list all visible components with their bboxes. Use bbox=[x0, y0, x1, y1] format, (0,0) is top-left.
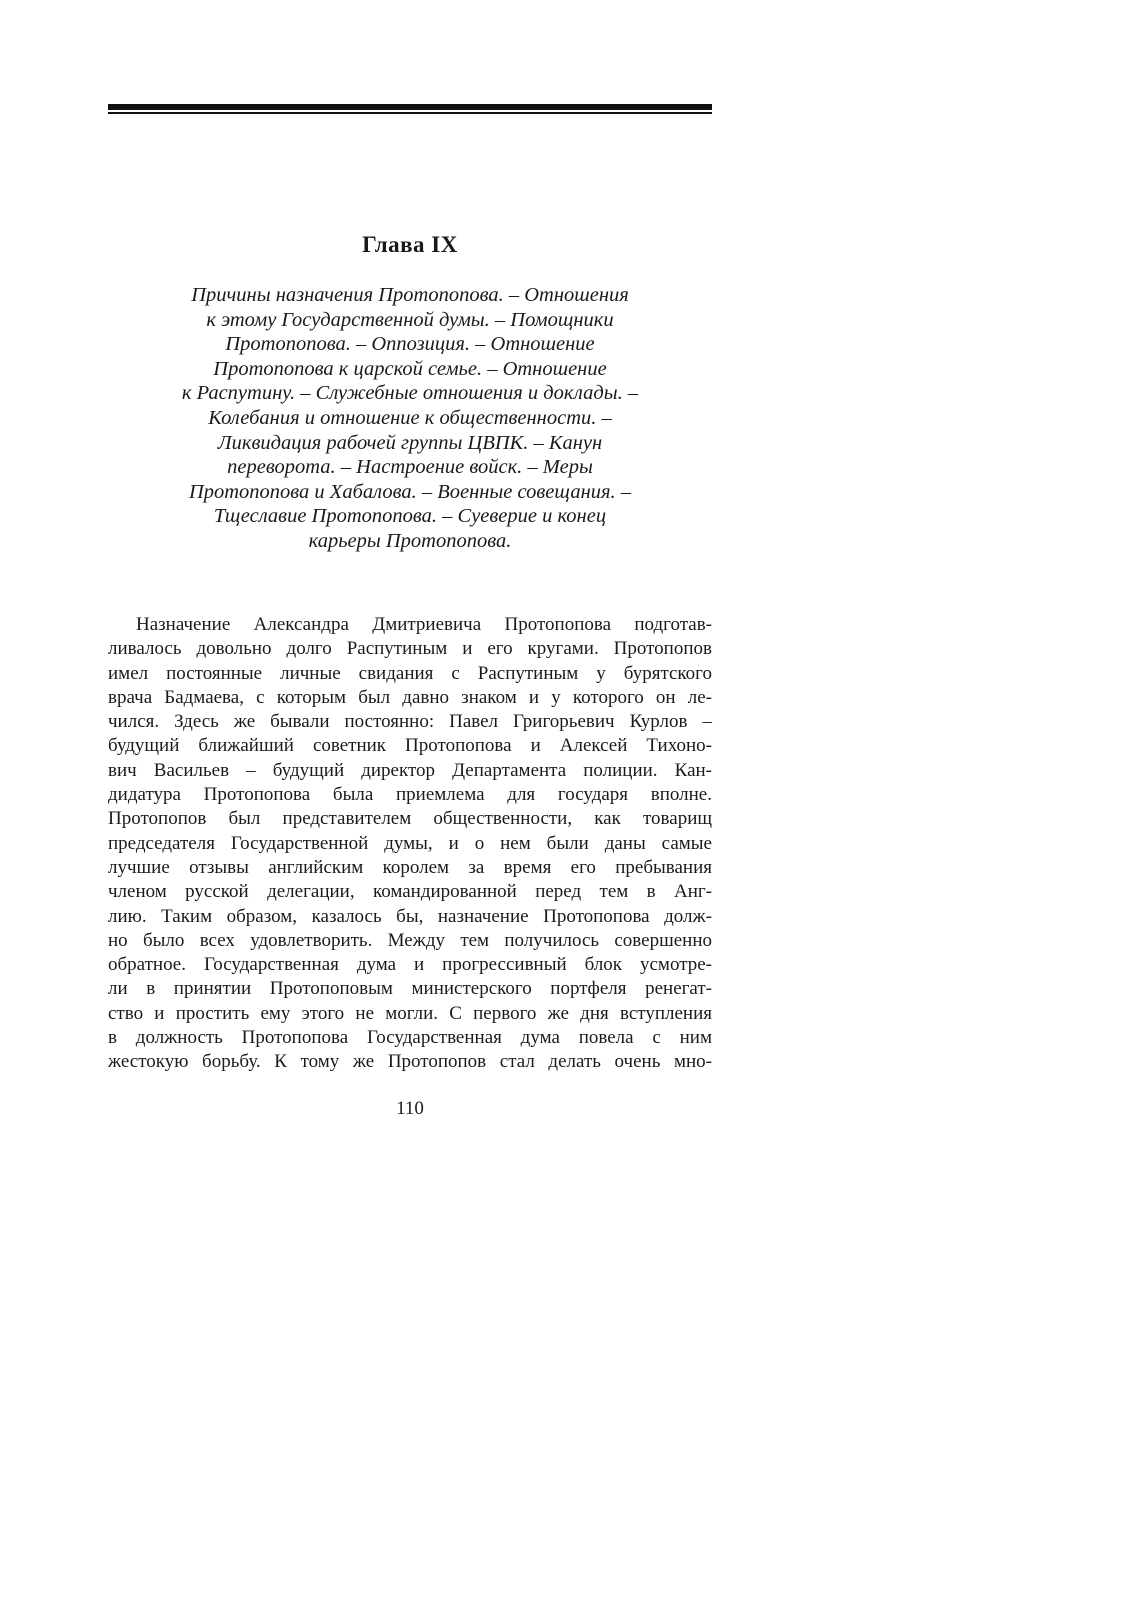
body-line: ство и простить ему этого не могли. С первого же дня вступления bbox=[108, 1002, 712, 1024]
synopsis-line: Колебания и отношение к общественности. – bbox=[208, 406, 612, 429]
body-line: но было всех удовлетворить. Между тем получилось совершенно bbox=[108, 929, 712, 951]
page-number: 110 bbox=[396, 1098, 424, 1119]
header-rule-thin bbox=[108, 112, 712, 114]
body-line: вич Васильев – будущий директор Департамента полиции. Кан- bbox=[108, 759, 712, 781]
chapter-synopsis bbox=[108, 283, 712, 554]
synopsis-line: Ликвидация рабочей группы ЦВПК. – Канун bbox=[217, 431, 603, 454]
synopsis-line: Тщеславие Протопопова. – Суеверие и конец bbox=[213, 505, 607, 528]
body-line: ливалось довольно долго Распутиным и его кругами. Протопопов bbox=[108, 638, 712, 660]
body-line: лию. Таким образом, казалось бы, назначение Протопопова долж- bbox=[108, 905, 712, 927]
body-line: обратное. Государственная дума и прогрессивный блок усмотре- bbox=[108, 954, 712, 976]
body-line: Назначение Александра Дмитриевича Протопопова подготав- bbox=[136, 614, 712, 635]
body-paragraph bbox=[108, 613, 712, 1075]
body-line: врача Бадмаева, с которым был давно знаком и у которого он ле- bbox=[108, 686, 712, 708]
body-line: Протопопов был представителем общественности, как товарищ bbox=[108, 808, 712, 830]
synopsis-line: к Распутину. – Служебные отношения и доклады. – bbox=[181, 382, 639, 405]
body-line: ли в принятии Протопоповым министерского портфеля ренегат- bbox=[108, 978, 712, 1000]
synopsis-line: Протопопова. – Оппозиция. – Отношение bbox=[225, 333, 595, 356]
body-line: будущий ближайший советник Протопопова и Алексей Тихоно- bbox=[108, 735, 712, 757]
body-line: чился. Здесь же бывали постоянно: Павел Григорьевич Курлов – bbox=[108, 711, 712, 733]
synopsis-line: к этому Государственной думы. – Помощники bbox=[206, 308, 614, 331]
body-line: имел постоянные личные свидания с Распутиным у бурятского bbox=[108, 662, 712, 684]
synopsis-line: Причины назначения Протопопова. – Отношения bbox=[191, 284, 629, 306]
body-line: жестокую борьбу. К тому же Протопопов стал делать очень мно- bbox=[108, 1051, 712, 1073]
body-line: председателя Государственной думы, и о нем были даны самые bbox=[108, 832, 712, 854]
body-line: лучшие отзывы английским королем за время его пребывания bbox=[108, 856, 712, 878]
synopsis-line: Протопопова и Хабалова. – Военные совещания. – bbox=[188, 480, 632, 503]
body-line: дидатура Протопопова была приемлема для государя вполне. bbox=[108, 784, 712, 806]
synopsis-line: карьеры Протопопова. bbox=[308, 529, 512, 552]
header-rule-thick bbox=[108, 104, 712, 110]
chapter-title: Глава IX bbox=[362, 232, 458, 257]
body-line: в должность Протопопова Государственная дума повела с ним bbox=[108, 1027, 712, 1049]
synopsis-line: переворота. – Настроение войск. – Меры bbox=[227, 456, 593, 479]
body-line: членом русской делегации, командированной перед тем в Анг- bbox=[108, 881, 712, 903]
synopsis-line: Протопопова к царской семье. – Отношение bbox=[213, 357, 607, 380]
